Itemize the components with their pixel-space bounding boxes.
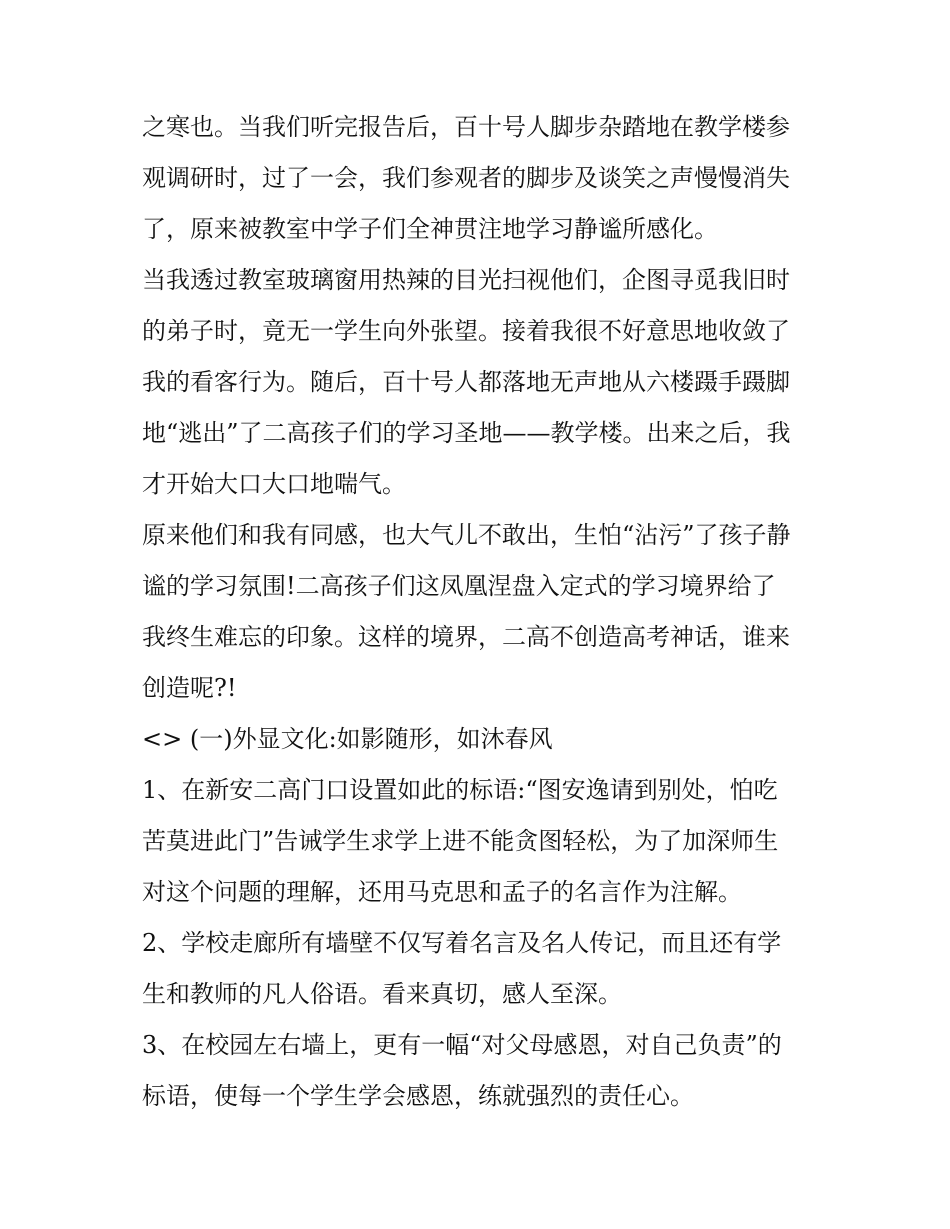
text-line: 标语，使每一个学生学会感恩，练就强烈的责任心。 (142, 1082, 694, 1110)
document-body (142, 102, 822, 1122)
text-line: 我的看客行为。随后，百十号人都落地无声地从六楼蹑手蹑脚 (142, 368, 790, 396)
text-line: 观调研时，过了一会，我们参观者的脚步及谈笑之声慢慢消失 (142, 164, 790, 192)
text-line: 创造呢?! (142, 674, 237, 702)
text-line: 地“逃出”了二高孩子们的学习圣地——教学楼。出来之后，我 (142, 419, 791, 447)
text-line: 的弟子时，竟无一学生向外张望。接着我很不好意思地收敛了 (142, 317, 790, 345)
text-line: 2、学校走廊所有墙壁不仅写着名言及名人传记，而且还有学 (142, 929, 782, 957)
text-line: 才开始大口大口地喘气。 (142, 470, 406, 498)
text-line: 3、在校园左右墙上，更有一幅“对父母感恩，对自己负责”的 (142, 1031, 782, 1059)
section-heading: <> (一)外显文化:如影随形，如沐春风 (142, 725, 553, 753)
text-line: 了，原来被教室中学子们全神贯注地学习静谧所感化。 (142, 215, 718, 243)
text-line: 苦莫进此门”告诫学生求学上进不能贪图轻松，为了加深师生 (142, 827, 779, 855)
text-line: 当我透过教室玻璃窗用热辣的目光扫视他们，企图寻觅我旧时 (142, 266, 790, 294)
text-line: 原来他们和我有同感，也大气儿不敢出，生怕“沾污”了孩子静 (142, 521, 791, 549)
text-line: 谧的学习氛围!二高孩子们这凤凰涅盘入定式的学习境界给了 (142, 572, 776, 600)
text-line: 之寒也。当我们听完报告后，百十号人脚步杂踏地在教学楼参 (142, 113, 790, 141)
text-line: 我终生难忘的印象。这样的境界，二高不创造高考神话，谁来 (142, 623, 790, 651)
text-line: 对这个问题的理解，还用马克思和孟子的名言作为注解。 (142, 878, 742, 906)
text-line: 1、在新安二高门口设置如此的标语:“图安逸请到别处，怕吃 (142, 776, 778, 804)
text-line: 生和教师的凡人俗语。看来真切，感人至深。 (142, 980, 622, 1008)
